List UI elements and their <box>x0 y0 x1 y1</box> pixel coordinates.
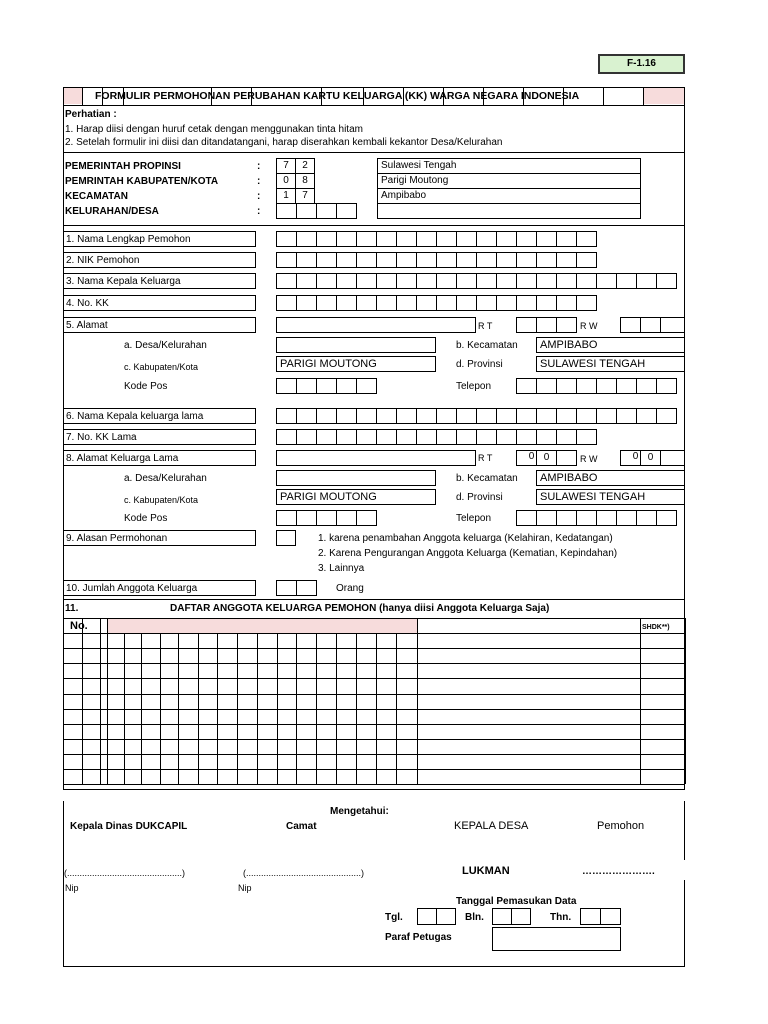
table-row[interactable] <box>63 633 685 648</box>
f4-cell-7[interactable] <box>396 295 417 311</box>
f4-cell-8[interactable] <box>416 295 437 311</box>
f1-cell-7[interactable] <box>396 231 417 247</box>
kades-label: KEPALA DESA <box>454 820 529 832</box>
col-no-header: No. <box>70 620 88 632</box>
kec-label: KECAMATAN <box>65 191 128 202</box>
rw-lama-digit-4[interactable] <box>660 450 685 466</box>
tgl-digit-1[interactable] <box>417 908 437 925</box>
telepon-cell-6[interactable] <box>616 378 637 394</box>
f2-cell-14[interactable] <box>536 252 557 268</box>
f2-cell-2[interactable] <box>296 252 317 268</box>
f7-label: 7. No. KK Lama <box>66 432 137 443</box>
f1-cell-3[interactable] <box>316 231 337 247</box>
telepon-label: Telepon <box>456 513 492 524</box>
telepon-lama-cell-6[interactable] <box>616 510 637 526</box>
prov-name-field[interactable]: Sulawesi Tengah <box>377 158 641 174</box>
kec-label-8: b. Kecamatan <box>456 473 518 484</box>
f10-label-box <box>63 580 256 596</box>
kodepos-label: Kode Pos <box>124 381 168 392</box>
f7-cell-6[interactable] <box>376 429 397 445</box>
member-count-1[interactable] <box>276 580 297 596</box>
f4-cell-15[interactable] <box>556 295 577 311</box>
kel-code-1[interactable] <box>276 203 297 219</box>
f3-cell-7[interactable] <box>396 273 417 289</box>
f6-cell-20[interactable] <box>656 408 677 424</box>
f6-label-box <box>63 408 256 424</box>
kodepos-cell-5[interactable] <box>356 378 377 394</box>
f2-cell-13[interactable] <box>516 252 537 268</box>
f6-cell-12[interactable] <box>496 408 517 424</box>
f4-cell-2[interactable] <box>296 295 317 311</box>
f6-cell-5[interactable] <box>356 408 377 424</box>
rt-label: R T <box>478 453 493 463</box>
table-row[interactable] <box>63 663 685 678</box>
f2-cell-15[interactable] <box>556 252 577 268</box>
f6-cell-1[interactable] <box>276 408 297 424</box>
bln-label: Bln. <box>465 912 484 923</box>
f4-cell-10[interactable] <box>456 295 477 311</box>
desa-input[interactable] <box>276 337 436 353</box>
telepon-label: Telepon <box>456 381 492 392</box>
reason-1: 1. karena penambahan Anggota keluarga (Kelahiran, Kedatangan) <box>318 533 613 544</box>
colon: : <box>257 176 261 187</box>
colon: : <box>257 161 261 172</box>
members-number: 11. <box>65 603 79 614</box>
prov-lama-input[interactable]: SULAWESI TENGAH <box>536 489 685 505</box>
f4-label-box <box>63 295 256 311</box>
f7-cell-9[interactable] <box>436 429 457 445</box>
f4-cell-4[interactable] <box>336 295 357 311</box>
prov-input[interactable]: SULAWESI TENGAH <box>536 356 685 372</box>
telepon-cell-1[interactable] <box>516 378 537 394</box>
f6-cell-18[interactable] <box>616 408 637 424</box>
f4-cell-6[interactable] <box>376 295 397 311</box>
kec-name-field[interactable]: Ampibabo <box>377 188 641 204</box>
reason-3: 3. Lainnya <box>318 563 365 574</box>
f4-cell-9[interactable] <box>436 295 457 311</box>
f2-cell-16[interactable] <box>576 252 597 268</box>
table-row[interactable] <box>63 678 685 693</box>
f3-cell-13[interactable] <box>516 273 537 289</box>
f7-label-box <box>63 429 256 445</box>
telepon-cell-3[interactable] <box>556 378 577 394</box>
f4-label: 4. No. KK <box>66 298 109 309</box>
f3-label: 3. Nama Kepala Keluarga <box>66 276 181 287</box>
kel-code-3[interactable] <box>316 203 337 219</box>
kades-name: LUKMAN <box>462 865 510 877</box>
bln-digit-1[interactable] <box>492 908 512 925</box>
kel-label: KELURAHAN/DESA <box>65 206 159 217</box>
prov-label-8: d. Provinsi <box>456 492 503 503</box>
rt-digit-3[interactable] <box>556 317 577 333</box>
f4-cell-12[interactable] <box>496 295 517 311</box>
f7-cell-11[interactable] <box>476 429 497 445</box>
kec-lama-input[interactable]: AMPIBABO <box>536 470 685 486</box>
orang-label: Orang <box>336 583 364 594</box>
f1-cell-13[interactable] <box>516 231 537 247</box>
f1-cell-2[interactable] <box>296 231 317 247</box>
kab-label: PEMRINTAH KABUPATEN/KOTA <box>65 176 219 187</box>
f6-cell-16[interactable] <box>576 408 597 424</box>
reason-input[interactable] <box>276 530 296 546</box>
prov-label: PEMERINTAH PROPINSI <box>65 161 181 172</box>
f5-label: 5. Alamat <box>66 320 108 331</box>
notice-line-1: 1. Harap diisi dengan huruf cetak dengan menggunakan tinta hitam <box>65 124 363 135</box>
form-code-badge <box>598 54 685 74</box>
f7-cell-13[interactable] <box>516 429 537 445</box>
kodepos-cell-2[interactable] <box>296 378 317 394</box>
rt-lama-digit-4[interactable] <box>556 450 577 466</box>
f8-label: 8. Alamat Keluarga Lama <box>66 453 179 464</box>
nip-2: Nip <box>238 883 252 893</box>
rw-lama-digit-3[interactable]: 0 <box>640 450 661 466</box>
rt-lama-digit-3[interactable]: 0 <box>536 450 557 466</box>
f6-cell-8[interactable] <box>416 408 437 424</box>
f6-label: 6. Nama Kepala keluarga lama <box>66 411 204 422</box>
members-heading: DAFTAR ANGGOTA KELUARGA PEMOHON (hanya diisi Anggota Keluarga Saja) <box>170 603 550 614</box>
f4-cell-16[interactable] <box>576 295 597 311</box>
title-row <box>63 87 685 105</box>
kadis-label: Kepala Dinas DUKCAPIL <box>70 821 188 832</box>
f1-cell-12[interactable] <box>496 231 517 247</box>
form-code: F-1.16 <box>627 58 656 69</box>
rt-digit-2[interactable] <box>536 317 557 333</box>
rw-digit-3[interactable] <box>660 317 685 333</box>
f1-cell-14[interactable] <box>536 231 557 247</box>
f3-cell-17[interactable] <box>596 273 617 289</box>
telepon-lama-cell-5[interactable] <box>596 510 617 526</box>
prov-code-1[interactable]: 7 <box>276 158 296 174</box>
pemohon-label: Pemohon <box>597 820 645 832</box>
f3-cell-2[interactable] <box>296 273 317 289</box>
kodepos-lama-cell-5[interactable] <box>356 510 377 526</box>
f7-cell-1[interactable] <box>276 429 297 445</box>
desa-lama-input[interactable] <box>276 470 436 486</box>
f1-cell-16[interactable] <box>576 231 597 247</box>
rt-label: R T <box>478 321 493 331</box>
kab-name-field[interactable]: Parigi Moutong <box>377 173 641 189</box>
kel-name-field[interactable] <box>377 203 641 219</box>
f2-label: 2. NIK Pemohon <box>66 255 140 266</box>
kodepos-lama-cell-1[interactable] <box>276 510 297 526</box>
form-title: FORMULIR PERMOHONAN PERUBAHAN KARTU KELUARGA (KK) WARGA NEGARA INDONESIA <box>95 90 580 102</box>
f7-cell-12[interactable] <box>496 429 517 445</box>
rw-digit-2[interactable] <box>640 317 661 333</box>
f7-cell-8[interactable] <box>416 429 437 445</box>
f3-cell-9[interactable] <box>436 273 457 289</box>
f6-cell-10[interactable] <box>456 408 477 424</box>
telepon-cell-4[interactable] <box>576 378 597 394</box>
f6-cell-13[interactable] <box>516 408 537 424</box>
f10-label: 10. Jumlah Anggota Keluarga <box>66 583 198 594</box>
notice-heading: Perhatian : <box>65 109 117 120</box>
table-row[interactable] <box>63 724 685 739</box>
kec-label-5: b. Kecamatan <box>456 340 518 351</box>
f3-cell-19[interactable] <box>636 273 657 289</box>
rw-digit-1[interactable] <box>620 317 641 333</box>
f3-cell-16[interactable] <box>576 273 597 289</box>
telepon-lama-cell-2[interactable] <box>536 510 557 526</box>
reason-2: 2. Karena Pengurangan Anggota Keluarga (Kematian, Kepindahan) <box>318 548 618 559</box>
f6-cell-7[interactable] <box>396 408 417 424</box>
f4-cell-5[interactable] <box>356 295 377 311</box>
f2-cell-5[interactable] <box>356 252 377 268</box>
telepon-lama-cell-1[interactable] <box>516 510 537 526</box>
f6-cell-19[interactable] <box>636 408 657 424</box>
alamat-lama-input[interactable] <box>276 450 476 466</box>
notice-line-2: 2. Setelah formulir ini diisi dan ditandatangani, harap diserahkan kembali kekantor Desa/Kelurahan <box>65 137 503 148</box>
alamat-input[interactable] <box>276 317 476 333</box>
kab-code-2[interactable]: 8 <box>295 173 315 189</box>
colon: : <box>257 206 261 217</box>
rw-lama-digit-2[interactable]: 0 <box>632 451 639 462</box>
f2-cell-9[interactable] <box>436 252 457 268</box>
kodepos-cell-4[interactable] <box>336 378 357 394</box>
f6-cell-2[interactable] <box>296 408 317 424</box>
kel-code-4[interactable] <box>336 203 357 219</box>
f3-cell-6[interactable] <box>376 273 397 289</box>
f7-cell-14[interactable] <box>536 429 557 445</box>
f1-cell-4[interactable] <box>336 231 357 247</box>
bln-digit-2[interactable] <box>511 908 531 925</box>
rw-label: R W <box>580 321 598 331</box>
kodepos-cell-3[interactable] <box>316 378 337 394</box>
f1-cell-10[interactable] <box>456 231 477 247</box>
f3-cell-20[interactable] <box>656 273 677 289</box>
f6-cell-14[interactable] <box>536 408 557 424</box>
f3-cell-5[interactable] <box>356 273 377 289</box>
camat-signature-dots: (..............................................) <box>243 868 365 878</box>
f1-label: 1. Nama Lengkap Pemohon <box>66 234 191 245</box>
f6-cell-11[interactable] <box>476 408 497 424</box>
thn-label: Thn. <box>550 912 572 923</box>
f6-cell-15[interactable] <box>556 408 577 424</box>
paraf-label: Paraf Petugas <box>385 932 452 943</box>
nip-1: Nip <box>65 883 79 893</box>
f3-cell-4[interactable] <box>336 273 357 289</box>
kodepos-cell-1[interactable] <box>276 378 297 394</box>
f1-cell-1[interactable] <box>276 231 297 247</box>
telepon-cell-7[interactable] <box>636 378 657 394</box>
telepon-lama-cell-8[interactable] <box>656 510 677 526</box>
thn-digit-2[interactable] <box>600 908 621 925</box>
f1-cell-11[interactable] <box>476 231 497 247</box>
f7-cell-15[interactable] <box>556 429 577 445</box>
f7-cell-10[interactable] <box>456 429 477 445</box>
f4-cell-1[interactable] <box>276 295 297 311</box>
f2-cell-7[interactable] <box>396 252 417 268</box>
tgl-digit-2[interactable] <box>436 908 456 925</box>
f4-cell-13[interactable] <box>516 295 537 311</box>
f3-cell-14[interactable] <box>536 273 557 289</box>
f2-cell-3[interactable] <box>316 252 337 268</box>
telepon-cell-8[interactable] <box>656 378 677 394</box>
f3-cell-11[interactable] <box>476 273 497 289</box>
f2-cell-6[interactable] <box>376 252 397 268</box>
kodepos-lama-cell-3[interactable] <box>316 510 337 526</box>
rt-lama-digit-2[interactable]: 0 <box>528 451 535 462</box>
member-count-2[interactable] <box>296 580 317 596</box>
f7-cell-2[interactable] <box>296 429 317 445</box>
telepon-lama-cell-4[interactable] <box>576 510 597 526</box>
f3-cell-15[interactable] <box>556 273 577 289</box>
f9-label: 9. Alasan Permohonan <box>66 533 168 544</box>
f3-cell-10[interactable] <box>456 273 477 289</box>
telepon-cell-2[interactable] <box>536 378 557 394</box>
kodepos-label: Kode Pos <box>124 513 168 524</box>
f6-cell-6[interactable] <box>376 408 397 424</box>
f1-cell-8[interactable] <box>416 231 437 247</box>
table-row[interactable] <box>63 769 685 784</box>
kel-code-2[interactable] <box>296 203 317 219</box>
f7-cell-7[interactable] <box>396 429 417 445</box>
telepon-cell-5[interactable] <box>596 378 617 394</box>
f3-cell-3[interactable] <box>316 273 337 289</box>
f1-cell-6[interactable] <box>376 231 397 247</box>
f1-cell-9[interactable] <box>436 231 457 247</box>
f2-cell-4[interactable] <box>336 252 357 268</box>
f3-cell-1[interactable] <box>276 273 297 289</box>
kec-code-1[interactable]: 1 <box>276 188 296 204</box>
rw-label: R W <box>580 454 598 464</box>
f4-cell-11[interactable] <box>476 295 497 311</box>
f4-cell-3[interactable] <box>316 295 337 311</box>
rt-digit-1[interactable] <box>516 317 537 333</box>
kodepos-lama-cell-4[interactable] <box>336 510 357 526</box>
desa-label: a. Desa/Kelurahan <box>124 340 207 351</box>
f5-label-box <box>63 317 256 333</box>
kab-label-5: c. Kabupaten/Kota <box>124 362 199 372</box>
f7-cell-16[interactable] <box>576 429 597 445</box>
kab-input[interactable]: PARIGI MOUTONG <box>276 356 436 372</box>
kab-label-8: c. Kabupaten/Kota <box>124 495 199 505</box>
f7-cell-4[interactable] <box>336 429 357 445</box>
telepon-lama-cell-3[interactable] <box>556 510 577 526</box>
camat-label: Camat <box>286 821 317 832</box>
f2-label-box <box>63 252 256 268</box>
table-row[interactable] <box>63 694 685 709</box>
f8-label-box <box>63 450 256 466</box>
kadis-signature-dots: (..............................................) <box>64 868 186 878</box>
paraf-box[interactable] <box>492 927 621 951</box>
f1-cell-5[interactable] <box>356 231 377 247</box>
f7-cell-5[interactable] <box>356 429 377 445</box>
f6-cell-4[interactable] <box>336 408 357 424</box>
f3-cell-18[interactable] <box>616 273 637 289</box>
f1-cell-15[interactable] <box>556 231 577 247</box>
kec-code-2[interactable]: 7 <box>295 188 315 204</box>
f6-cell-9[interactable] <box>436 408 457 424</box>
kodepos-lama-cell-2[interactable] <box>296 510 317 526</box>
prov-label-5: d. Provinsi <box>456 359 503 370</box>
col-shdk-header: SHDK**) <box>642 624 670 631</box>
desa-label: a. Desa/Kelurahan <box>124 473 207 484</box>
table-row[interactable] <box>63 754 685 769</box>
f3-cell-12[interactable] <box>496 273 517 289</box>
table-row[interactable] <box>63 709 685 724</box>
entry-date-label: Tanggal Pemasukan Data <box>456 896 577 907</box>
table-row[interactable] <box>63 739 685 754</box>
f2-cell-10[interactable] <box>456 252 477 268</box>
f4-cell-14[interactable] <box>536 295 557 311</box>
f1-label-box <box>63 231 256 247</box>
f2-cell-8[interactable] <box>416 252 437 268</box>
f3-cell-8[interactable] <box>416 273 437 289</box>
table-row[interactable] <box>63 648 685 663</box>
f9-label-box <box>63 530 256 546</box>
f6-cell-17[interactable] <box>596 408 617 424</box>
mengetahui-label: Mengetahui: <box>330 806 389 817</box>
f2-cell-12[interactable] <box>496 252 517 268</box>
pemohon-signature-dots: …………………. <box>582 866 655 877</box>
tgl-label: Tgl. <box>385 912 403 923</box>
f2-cell-11[interactable] <box>476 252 497 268</box>
f3-label-box <box>63 273 256 289</box>
kab-lama-input[interactable]: PARIGI MOUTONG <box>276 489 436 505</box>
f6-cell-3[interactable] <box>316 408 337 424</box>
kec-input[interactable]: AMPIBABO <box>536 337 685 353</box>
f2-cell-1[interactable] <box>276 252 297 268</box>
prov-code-2[interactable]: 2 <box>295 158 315 174</box>
colon: : <box>257 191 261 202</box>
telepon-lama-cell-7[interactable] <box>636 510 657 526</box>
f7-cell-3[interactable] <box>316 429 337 445</box>
kab-code-1[interactable]: 0 <box>276 173 296 189</box>
thn-digit-1[interactable] <box>580 908 601 925</box>
